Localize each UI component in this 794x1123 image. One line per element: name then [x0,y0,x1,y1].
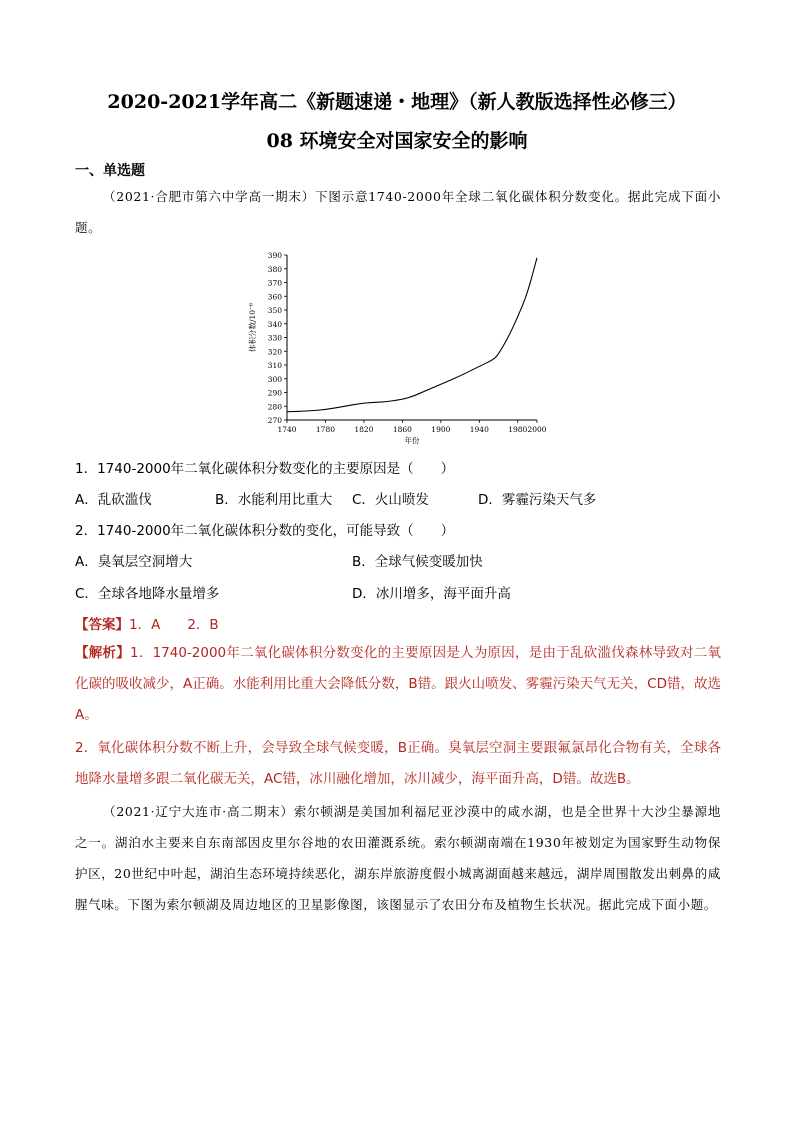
x-tick-label: 1900 [431,425,451,434]
analysis-paragraph-1 [75,638,721,731]
answer-line [75,613,219,633]
y-tick-label: 330 [267,333,282,343]
y-tick-label: 350 [267,306,282,315]
q1-option-d: D．雾霾污染天气多 [478,492,597,508]
page-title-line2: 08 环境安全对国家安全的影响 [266,130,528,152]
answer-label: 【答案】 [75,617,129,633]
co2-line-chart [235,245,555,445]
y-tick-label: 280 [267,402,282,412]
question-intro-2: （2021·辽宁大连市·高二期末）索尔顿湖是美国加利福尼亚沙漠中的咸水湖，也是全世界十大沙尘暴源地之一。湖泊水主要来自东南部因皮里尔谷地的农田灌溉系统。索尔顿湖南端在1930年被划定为国家野生动物保护区，20世纪中叶起，湖泊生态环境持续恶化，湖东岸旅游度假小城离湖面越来越远，湖岸周围散发出刺鼻的咸腥气味。下图为索尔顿湖及周边地区的卫星影像图，该图显示了农田分布及植物生长状况。据此完成下面小题。 [75,804,721,912]
q1-option-a: A．乱砍滥伐 [75,492,152,508]
y-tick-label: 270 [267,416,282,425]
y-tick-label: 340 [267,319,282,329]
x-tick-label: 1860 [392,425,412,434]
co2-series-line [287,258,537,412]
y-tick-label: 360 [267,292,282,302]
x-tick-label: 1780 [315,425,336,434]
y-tick-label: 290 [267,388,282,398]
page-title-line1: 2020-2021学年高二《新题速递・地理》（新人教版选择性必修三） [107,91,687,113]
x-tick-label: 1940 [469,425,489,434]
question-2-stem: 2．1740-2000年二氧化碳体积分数的变化，可能导致（ ） [75,523,455,539]
x-tick-label: 1980 [508,425,528,434]
analysis-paragraph-2: 2．氧化碳体积分数不断上升，会导致全球气候变暖，B正确。臭氧层空洞主要跟氟氯昂化合物有关，全球各地降水量增多跟二氧化碳无关，AC错，冰川融化增加，冰川减少，海平面升高，D错。故选B。 [75,740,721,787]
y-tick-label: 310 [267,361,282,370]
question-intro-1: （2021·合肥市第六中学高一期末）下图示意1740-2000年全球二氧化碳体积分数变化。据此完成下面小题。 [75,189,721,235]
q1-option-c: C．火山喷发 [352,492,429,508]
question-1-stem: 1．1740-2000年二氧化碳体积分数变化的主要原因是（ ） [75,461,455,477]
q1-option-b: B．水能利用比重大 [215,492,333,508]
q2-option-c: C．全球各地降水量增多 [75,586,220,602]
q2-option-d: D．冰川增多，海平面升高 [352,586,511,602]
q2-option-b: B．全球气候变暖加快 [352,554,483,570]
y-tick-label: 370 [267,278,282,288]
section-heading: 一、单选题 [75,163,145,179]
x-tick-label: 2000 [527,425,547,434]
analysis-text-1: 1．1740-2000年二氧化碳体积分数变化的主要原因是人为原因，是由于乱砍滥伐森林导致对二氧化碳的吸收减少，A正确。水能利用比重大会降低分数，B错。跟火山喷发、雾霾污染天气无关，CD错，故选A。 [75,645,721,723]
y-tick-label: 320 [267,347,282,357]
y-tick-label: 380 [267,264,282,274]
y-tick-label: 390 [267,251,282,260]
y-tick-label: 300 [267,374,282,384]
q2-option-a: A．臭氧层空洞增大 [75,554,193,570]
x-tick-label: 1740 [277,425,297,434]
y-axis-label: 体积分数/10⁻⁶ [248,302,257,353]
x-axis-label: 年份 [404,436,420,445]
analysis-label: 【解析】 [75,645,130,661]
x-tick-label: 1820 [354,425,374,434]
answer-text: 1．A 2．B [129,617,219,633]
